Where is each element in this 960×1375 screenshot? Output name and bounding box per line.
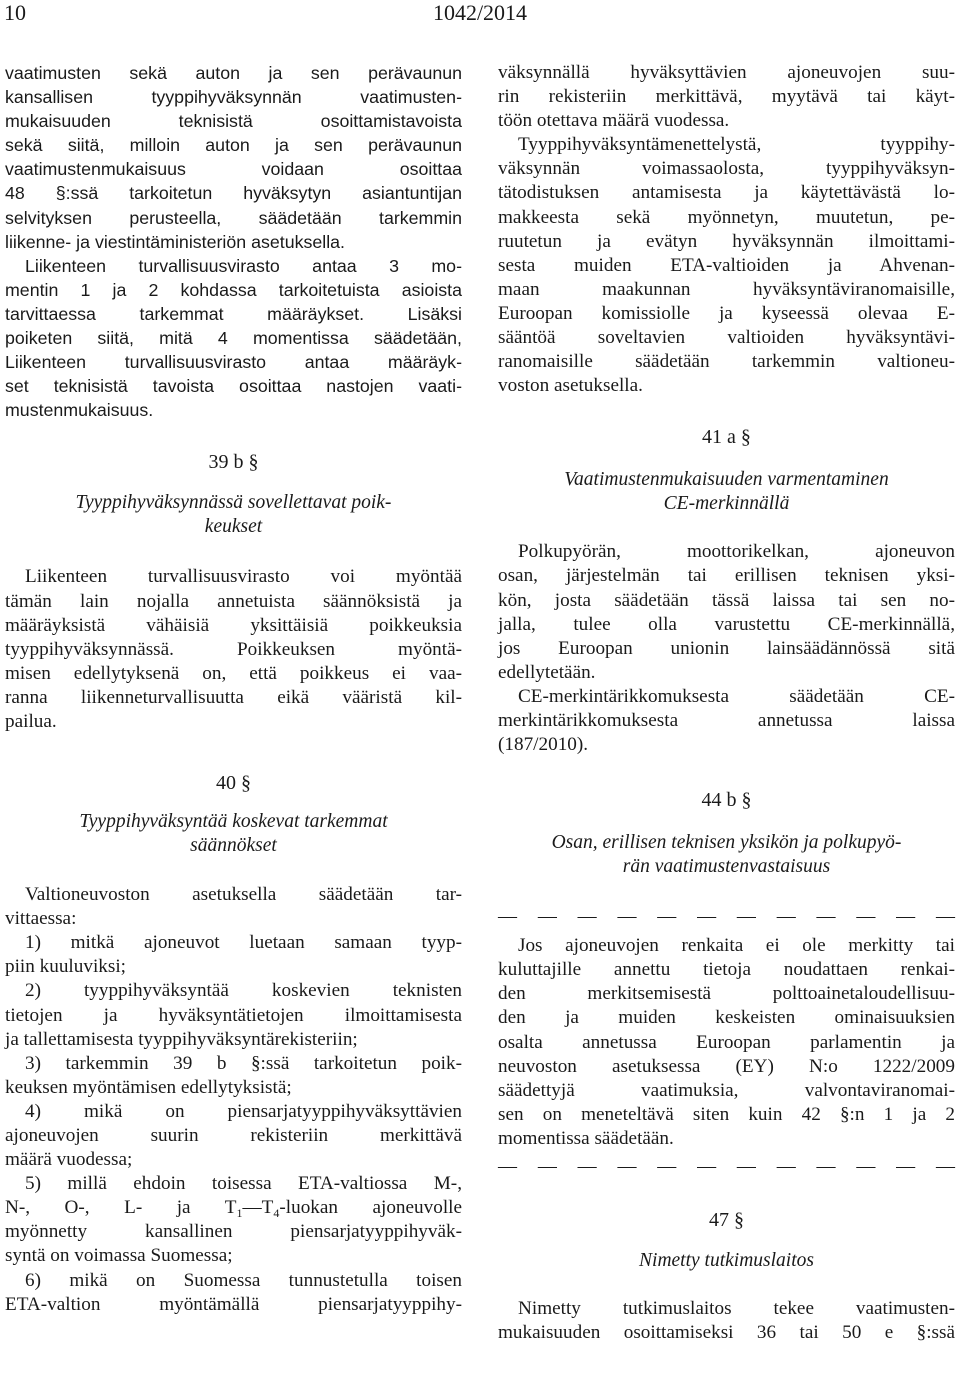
text-line: sääntöä soveltavien valtioiden hyväksyntävi- bbox=[498, 327, 955, 349]
section-title-line: Tyyppihyväksynnässä sovellettavat poik- bbox=[75, 492, 392, 514]
list-item bbox=[5, 931, 462, 979]
text-line: set teknisistä tavoista osoittaa nastojen vaati- bbox=[5, 376, 462, 397]
text-line: 48 §:ssä tarkoitetun hyväksytyn asiantuntijan bbox=[5, 183, 462, 204]
text-line: selvityksen perusteella, säädetään tarkemmin bbox=[5, 207, 462, 228]
text-line: Euroopan komissiolle ja kyseessä olevaa E- bbox=[498, 302, 955, 324]
omission-marks: — — — — — — — — — — — — bbox=[498, 906, 955, 928]
text-line: ranomaisille säädetään tarkemmin valtioneu- bbox=[498, 351, 955, 373]
text-line: Valtioneuvoston asetuksella säädetään tar- bbox=[25, 884, 462, 906]
text-line: töön otettava määrä vuodessa. bbox=[498, 110, 730, 132]
text-line: tämän lain nojalla annetuista säännöksistä ja bbox=[5, 590, 462, 612]
text-line: kön, josta säädetään tässä laissa tai sen no- bbox=[498, 589, 955, 611]
section-title bbox=[5, 491, 462, 539]
text-line: CE-merkintärikkomuksesta säädetään CE- bbox=[518, 685, 955, 707]
text-line: pailua. bbox=[5, 710, 57, 732]
text-line: mukaisuuden teknisistä osoittamistavoista bbox=[5, 111, 462, 132]
text-line: liikenne- ja viestintäministeriön asetuksella. bbox=[5, 231, 345, 252]
text-line: ranna liikenneturvallisuutta eikä vääristä kil- bbox=[5, 686, 462, 708]
paragraph bbox=[5, 565, 462, 734]
text-line: Liikenteen turvallisuusvirasto voi myöntää bbox=[25, 566, 462, 588]
text-line: den ja muiden keskeisten ominaisuuksien bbox=[498, 1007, 955, 1029]
section-title bbox=[498, 468, 955, 516]
text-line: määrä vuodessa; bbox=[5, 1149, 133, 1171]
paragraph bbox=[498, 133, 955, 398]
text-line: 6) mikä on Suomessa tunnustetulla toisen bbox=[25, 1269, 462, 1291]
subscript: 1 bbox=[236, 1206, 243, 1221]
text-segment: N-, O-, L- ja T bbox=[5, 1197, 237, 1219]
text-line: vaatimusten sekä auton ja sen perävaunun bbox=[5, 63, 462, 83]
section-title-line: Osan, erillisen teknisen yksikön ja polkupyö- bbox=[551, 832, 902, 854]
text-line: poiketen siitä, mitä 4 momentissa säädetään, bbox=[5, 328, 462, 349]
text-line: momentissa säädetään. bbox=[498, 1127, 674, 1149]
text-segment: —T bbox=[242, 1197, 274, 1219]
section-title bbox=[498, 1249, 955, 1273]
text-line bbox=[5, 1196, 462, 1220]
text-line: tyyppihyväksynnässä. Poikkeuksen myöntä- bbox=[5, 638, 462, 660]
list-item bbox=[5, 979, 462, 1051]
text-line: 3) tarkemmin 39 b §:ssä tarkoitetun poik- bbox=[25, 1052, 462, 1074]
section-title-line: keukset bbox=[204, 516, 263, 538]
text-line: keuksen myöntämisen edellytyksistä; bbox=[5, 1076, 292, 1098]
section-number: 44 b § bbox=[701, 789, 752, 812]
text-line: Tyyppihyväksyntämenettelystä, tyyppihy- bbox=[518, 134, 955, 156]
text-line: tietojen ja hyväksyntätietojen ilmoittamisesta bbox=[5, 1004, 462, 1026]
text-line: Jos ajoneuvojen renkaita ei ole merkitty tai bbox=[518, 935, 955, 957]
paragraph bbox=[498, 934, 955, 1151]
list-item bbox=[5, 1172, 462, 1268]
section-number: 41 a § bbox=[702, 426, 751, 449]
text-line: Polkupyörän, moottorikelkan, ajoneuvon bbox=[518, 541, 955, 563]
paragraph bbox=[498, 685, 955, 757]
text-line: merkintärikkomuksesta annetussa laissa bbox=[498, 709, 955, 731]
text-line: makkeesta sekä myönnetyn, muutetun, pe- bbox=[498, 206, 955, 228]
text-line: piin kuuluviksi; bbox=[5, 956, 126, 978]
text-line: säädettyjä vaatimuksia, valvontaviranomai- bbox=[498, 1079, 955, 1101]
right-column bbox=[498, 61, 955, 1345]
section-number: 40 § bbox=[216, 772, 251, 795]
text-line: vittaessa: bbox=[5, 908, 77, 930]
text-line: (187/2010). bbox=[498, 734, 589, 756]
text-line: kuluttajille annettu tietoja noudattaen renkai- bbox=[498, 959, 955, 981]
text-line: mentin 1 ja 2 kohdassa tarkoitetuista asioista bbox=[5, 279, 462, 300]
omission-marks: — — — — — — — — — — — — bbox=[498, 1156, 955, 1177]
text-line: sesta muiden ETA-valtioiden ja Ahvenan- bbox=[498, 254, 955, 276]
text-line: Nimetty tutkimuslaitos tekee vaatimusten- bbox=[518, 1298, 955, 1319]
list-item bbox=[5, 1269, 462, 1317]
section-title bbox=[5, 810, 462, 858]
section-title-line: Vaatimustenmukaisuuden varmentaminen bbox=[564, 469, 889, 491]
paragraph bbox=[5, 61, 462, 254]
paragraph bbox=[5, 883, 462, 931]
section-title-line: CE-merkinnällä bbox=[663, 493, 790, 515]
text-line: sekä siitä, milloin auton ja sen perävaunun bbox=[5, 135, 462, 156]
section-number: 39 b § bbox=[208, 451, 259, 474]
paragraph bbox=[5, 254, 462, 423]
text-line: 2) tyyppihyväksyntää koskevien teknisten bbox=[25, 980, 462, 1002]
text-line: kansallisen tyyppihyväksynnän vaatimusten- bbox=[5, 87, 462, 108]
text-line: väksynnällä hyväksyttävien ajoneuvojen suu- bbox=[498, 62, 955, 83]
journal-reference: 1042/2014 bbox=[432, 0, 528, 25]
text-line: 5) millä ehdoin toisessa ETA-valtiossa M-, bbox=[25, 1173, 462, 1195]
text-line: jos Euroopan unionin lainsäädännössä sitä bbox=[498, 637, 955, 659]
subscript: 4 bbox=[273, 1206, 280, 1221]
text-line: jalla, tulee olla varustettu CE-merkinnällä, bbox=[498, 613, 955, 635]
section-number: 47 § bbox=[709, 1209, 744, 1231]
section-title-line: Tyyppihyväksyntää koskevat tarkemmat bbox=[79, 811, 388, 833]
text-line: rin rekisteriin merkittävä, myytävä tai käyt- bbox=[498, 86, 955, 108]
text-line: den merkitsemisestä polttoainetaloudellisuu- bbox=[498, 983, 955, 1005]
section-title bbox=[498, 831, 955, 879]
text-line: voston asetuksella. bbox=[498, 375, 643, 397]
text-line: väksynnän voimassaolosta, tyyppihyväksyn- bbox=[498, 158, 955, 180]
list-item bbox=[5, 1100, 462, 1172]
text-line: ajoneuvojen suurin rekisteriin merkittävä bbox=[5, 1125, 462, 1146]
text-line: osalta annetussa Euroopan parlamentin ja bbox=[498, 1031, 955, 1053]
text-segment: -luokan ajoneuvolle bbox=[279, 1197, 463, 1219]
text-line: 4) mikä on piensarjatyyppihyväksyttävien bbox=[25, 1100, 462, 1122]
text-line: 1) mitkä ajoneuvot luetaan samaan tyyp- bbox=[25, 932, 462, 954]
text-line: tarvittaessa tarkemmat määräykset. Lisäksi bbox=[5, 303, 462, 324]
text-line: mukaisuuden osoittamiseksi 36 tai 50 e §:ssä bbox=[498, 1322, 955, 1344]
paragraph bbox=[498, 1297, 955, 1345]
text-line: ruutetun ja evätyn hyväksynnän ilmoittami- bbox=[498, 230, 955, 252]
text-line: myönnetty kansallinen piensarjatyyppihyväk- bbox=[5, 1221, 462, 1243]
text-line: ETA-valtion myöntämällä piensarjatyyppihy- bbox=[5, 1293, 462, 1315]
section-title-line: rän vaatimustenvastaisuus bbox=[622, 856, 831, 878]
left-column bbox=[5, 61, 462, 1317]
text-line: misen edellytyksenä on, että poikkeus ei vaa- bbox=[5, 662, 462, 684]
text-line: ja tallettamisesta tyyppihyväksyntärekisteriin; bbox=[5, 1028, 358, 1050]
text-line: osan, järjestelmän tai erillisen teknisen yksi- bbox=[498, 565, 955, 587]
text-line: edellytetään. bbox=[498, 661, 596, 683]
text-line: sen on meneteltävä siten kuin 42 §:n 1 ja 2 bbox=[498, 1103, 955, 1125]
page-number: 10 bbox=[4, 0, 26, 25]
text-line: syntä on voimassa Suomessa; bbox=[5, 1245, 233, 1267]
text-line: vaatimustenmukaisuus voidaan osoittaa bbox=[5, 159, 462, 180]
text-line: Liikenteen turvallisuusvirasto antaa 3 mo- bbox=[25, 255, 462, 276]
section-title-line: Nimetty tutkimuslaitos bbox=[639, 1250, 814, 1271]
text-line: neuvoston asetuksessa (EY) N:o 1222/2009 bbox=[498, 1055, 955, 1077]
section-title-line: säännökset bbox=[190, 835, 277, 857]
paragraph bbox=[498, 61, 955, 133]
text-line: tätodistuksen antamisesta ja käytettävästä lo- bbox=[498, 182, 955, 204]
text-line: mustenmukaisuus. bbox=[5, 400, 154, 421]
text-line: maan maakunnan hyväksyntäviranomaisille, bbox=[498, 278, 955, 300]
text-line: määräyksistä vähäisiä yksittäisiä poikkeuksia bbox=[5, 614, 462, 636]
text-line: Liikenteen turvallisuusvirasto antaa määräyk- bbox=[5, 352, 462, 373]
paragraph bbox=[498, 540, 955, 685]
list-item bbox=[5, 1052, 462, 1100]
